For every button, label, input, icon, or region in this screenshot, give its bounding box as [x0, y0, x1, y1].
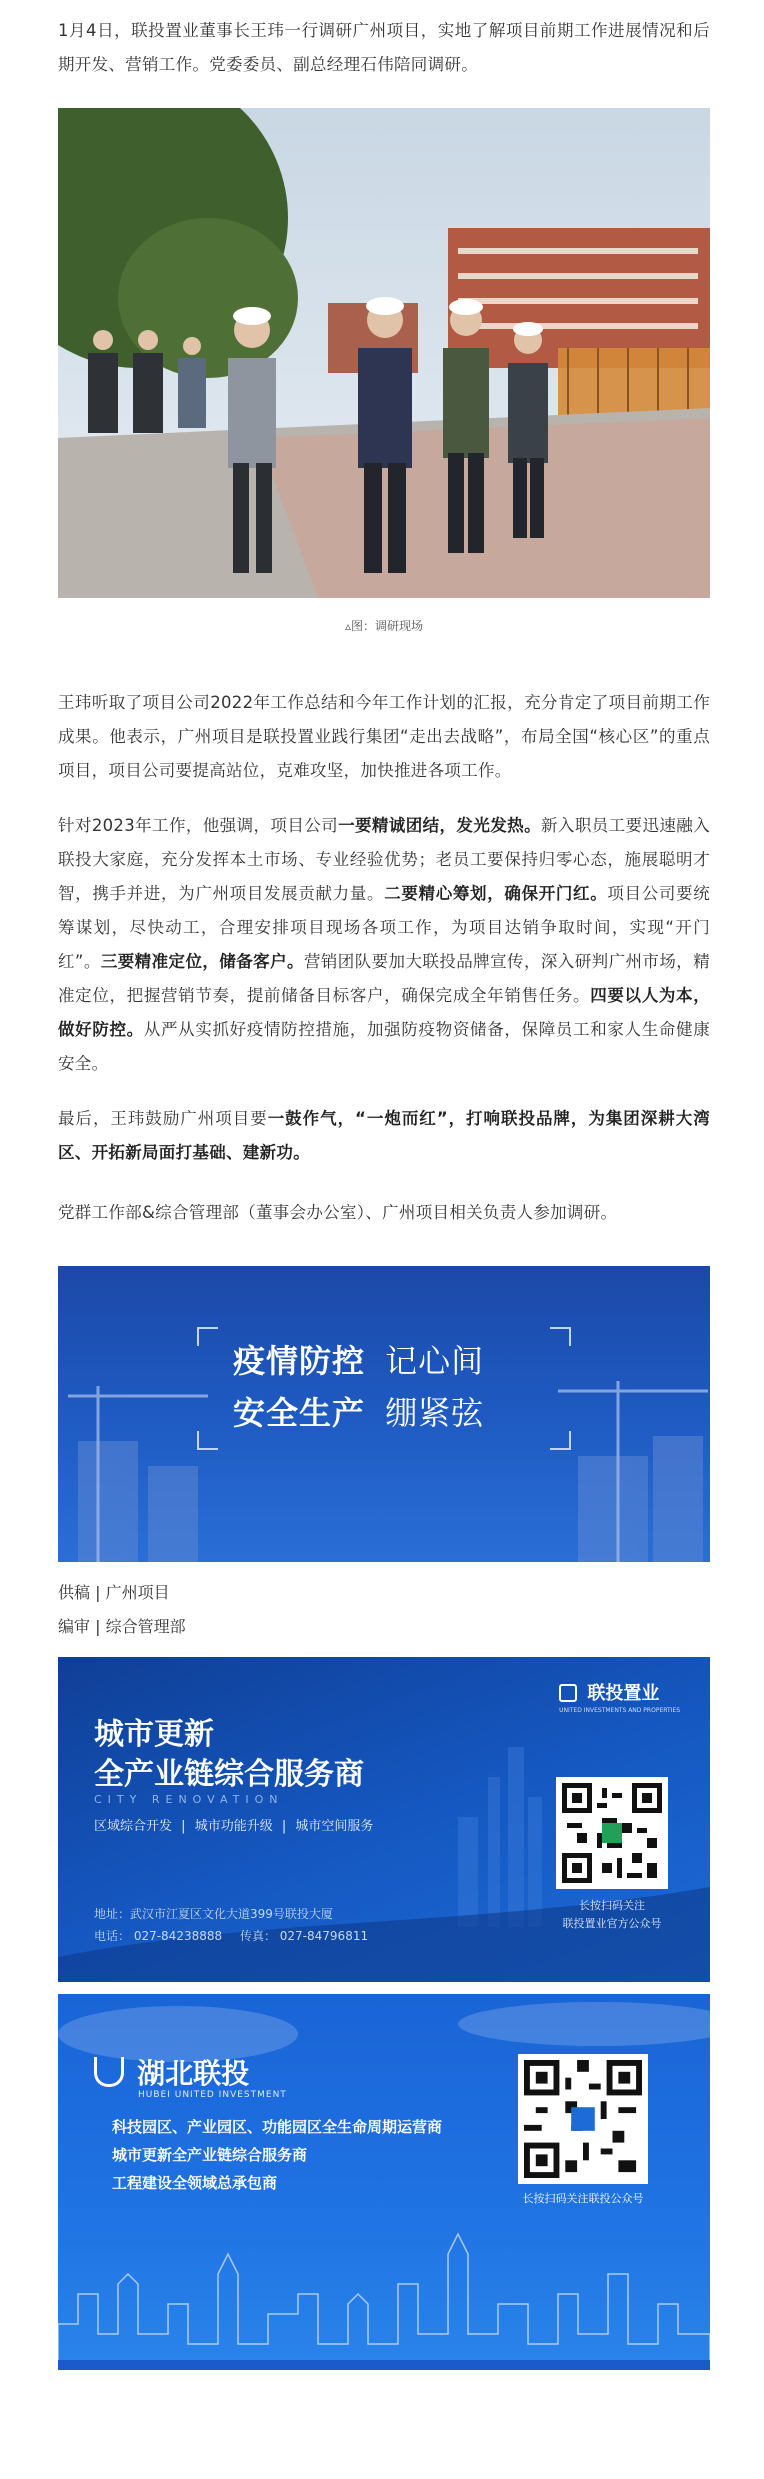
closing-paragraph	[58, 1102, 710, 1170]
bold-run-7: 四要以人为本，做好防控。	[58, 986, 710, 1039]
city-renovation-banner: 联投置业 UNITED INVESTMENTS AND PROPERTIES 城市更新 全产业链综合服务商 CITY RENOVATION 区域综合开发 | 城市功能升级 | 城市空间服务 地址：武汉市江夏区文化大道399号联投大厦 电话： 027-84238888 传真： 027-84796811 长按扫码关注 联投置业官方公众号	[58, 1657, 710, 1982]
hubei-qr-code	[518, 2054, 648, 2184]
intro-paragraph: 1月4日，联投置业董事长王玮一行调研广州项目，实地了解项目前期工作进展情况和后期开发、营销工作。党委委员、副总经理石伟陪同调研。	[58, 21, 710, 74]
city-subtitle-en: CITY RENOVATION	[94, 1793, 284, 1806]
participants-paragraph: 党群工作部&综合管理部（董事会办公室）、广州项目相关负责人参加调研。	[58, 1203, 618, 1222]
hubei-line-2: 城市更新全产业链综合服务商	[112, 2146, 308, 2164]
text-run-4: 项目公司要统筹谋划，尽快动工，合理安排项目现场各项工作，为项目达销争取时间，实现“开门红”。	[58, 884, 710, 971]
hubei-united-banner	[58, 1994, 710, 2370]
hubei-logo-cn: 湖北联投	[137, 2057, 250, 2090]
summary-paragraph: 王玮听取了项目公司2022年工作总结和今年工作计划的汇报，充分肯定了项目前期工作成果。他表示，广州项目是联投置业践行集团“走出去战略”，布局全国“核心区”的重点项目，项目公司要提高站位，克难攻坚，加快推进各项工作。	[58, 693, 710, 780]
text-run-0: 最后，王玮鼓励广州项目要	[58, 1109, 268, 1128]
united-logo-icon	[559, 1684, 577, 1702]
city-service-1: 区域综合开发	[94, 1819, 173, 1834]
city-qr-note-2: 联投置业官方公众号	[562, 1917, 662, 1930]
city-address: 地址：武汉市江夏区文化大道399号联投大厦	[94, 1907, 333, 1921]
photo-caption: ▵图：调研现场	[344, 619, 424, 633]
city-title-2: 全产业链综合服务商	[94, 1757, 364, 1792]
safety-line1-bold: 疫情防控	[233, 1342, 366, 1380]
city-logo-sub: UNITED INVESTMENTS AND PROPERTIES	[559, 1707, 680, 1714]
qr-pattern-icon	[524, 2060, 642, 2178]
credit-editor: 编审 | 综合管理部	[58, 1617, 186, 1636]
city-title-1: 城市更新	[94, 1717, 214, 1752]
city-phone: 电话： 027-84238888	[94, 1929, 223, 1943]
city-fax: 传真： 027-84796811	[239, 1929, 369, 1943]
city-qr-note-1: 长按扫码关注	[579, 1899, 645, 1912]
hubei-line-3: 工程建设全领域总承包商	[112, 2174, 278, 2192]
city-qr-code	[556, 1777, 668, 1889]
text-run-2: 新入职员工要迅速融入联投大家庭，充分发挥本土市场、专业经验优势；老员工要保持归零心态，施展聪明才智，携手并进，为广州项目发展贡献力量。	[58, 816, 710, 903]
hubei-qr-note: 长按扫码关注联投公众号	[522, 2192, 644, 2205]
hubei-logo-en: HUBEI UNITED INVESTMENT	[138, 2090, 287, 2100]
bold-run-3: 二要精心筹划，确保开门红。	[384, 884, 608, 903]
safety-line2-bold: 安全生产	[233, 1394, 366, 1432]
hubei-logo-icon	[94, 2057, 124, 2087]
text-run-0: 针对2023年工作，他强调，项目公司	[58, 816, 339, 835]
bold-run-1: 一鼓作气，“一炮而红”，打响联投品牌，为集团深耕大湾区、开拓新局面打基础、建新功。	[58, 1109, 710, 1162]
city-service-3: 城市空间服务	[295, 1819, 374, 1834]
safety-line1-light: 记心间	[385, 1342, 485, 1380]
city-service-2: 城市功能升级	[194, 1819, 273, 1834]
safety-banner	[58, 1266, 710, 1562]
hubei-line-1: 科技园区、产业园区、功能园区全生命周期运营商	[112, 2118, 443, 2136]
city-logo-text: 联投置业	[587, 1683, 660, 1704]
qr-pattern-icon	[562, 1783, 662, 1883]
safety-line2-light: 绷紧弦	[385, 1394, 485, 1432]
bold-run-5: 三要精准定位，储备客户。	[100, 952, 304, 971]
site-visit-photo	[58, 108, 710, 598]
text-run-6: 营销团队要加大联投品牌宣传，深入研判广州市场，精准定位，把握营销节奏，提前储备目标客户，确保完成全年销售任务。	[58, 952, 711, 1005]
credit-source: 供稿 | 广州项目	[58, 1583, 170, 1602]
bold-run-1: 一要精诚团结，发光发热。	[338, 816, 541, 835]
emphasis-paragraph	[58, 809, 710, 1081]
text-run-8: 从严从实抓好疫情防控措施，加强防疫物资储备，保障员工和家人生命健康安全。	[58, 1020, 711, 1073]
